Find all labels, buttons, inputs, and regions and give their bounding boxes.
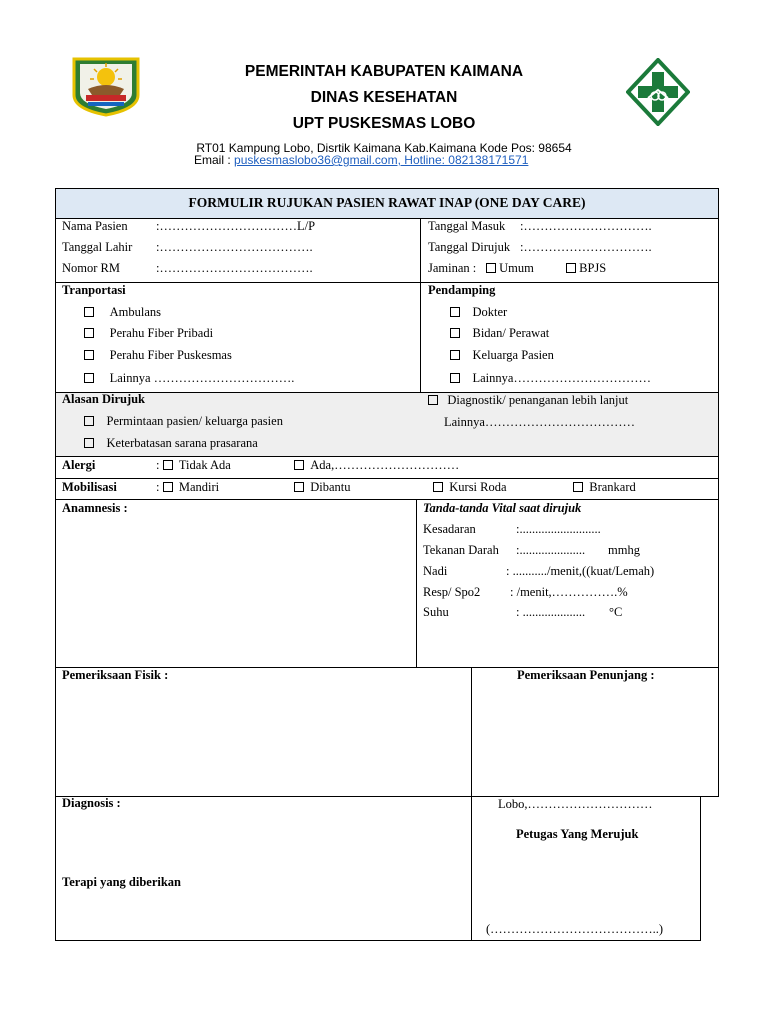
tekanan-unit: mmhg xyxy=(608,543,640,557)
transport-option[interactable]: Perahu Fiber Puskesmas xyxy=(84,348,232,363)
signature-field[interactable]: (…………………………………..) xyxy=(486,922,664,936)
kesadaran-field[interactable]: :.......................... xyxy=(516,522,601,536)
masuk-field[interactable]: :…………………………. xyxy=(520,219,652,233)
nama-label: Nama Pasien xyxy=(62,219,128,233)
nadi-label: Nadi xyxy=(423,564,448,578)
alasan-title: Alasan Dirujuk xyxy=(62,392,146,406)
checkbox-icon[interactable] xyxy=(450,373,460,383)
penunjang-label: Pemeriksaan Penunjang : xyxy=(517,668,655,682)
anamnesis-label: Anamnesis : xyxy=(62,501,128,515)
checkbox-icon[interactable] xyxy=(294,460,304,470)
rm-field[interactable]: :………………………………. xyxy=(156,261,313,275)
alasan-option[interactable]: Diagnostik/ penanganan lebih lanjut xyxy=(428,393,628,408)
checkbox-icon[interactable] xyxy=(566,263,576,273)
transport-title: Tranportasi xyxy=(62,283,126,297)
pendamping-option[interactable]: Dokter xyxy=(450,305,507,320)
checkbox-icon[interactable] xyxy=(84,416,94,426)
alergi-tidak-ada[interactable]: : Tidak Ada xyxy=(156,458,231,472)
pendamping-option[interactable]: Lainnya…………………………… xyxy=(450,371,651,386)
vital-title: Tanda-tanda Vital saat dirujuk xyxy=(423,501,582,515)
nama-field[interactable]: :……………………………L/P xyxy=(156,219,316,233)
transport-option[interactable]: Perahu Fiber Pribadi xyxy=(84,326,213,341)
header-address: RT01 Kampung Lobo, Disrtik Kaimana Kab.Kaimana Kode Pos: 98654 xyxy=(196,141,572,155)
fisik-label: Pemeriksaan Fisik : xyxy=(62,668,169,682)
dirujuk-field[interactable]: :…………………………. xyxy=(520,240,652,254)
pendamping-option[interactable]: Bidan/ Perawat xyxy=(450,326,549,341)
checkbox-icon[interactable] xyxy=(428,395,438,405)
checkbox-icon[interactable] xyxy=(450,328,460,338)
mobilisasi-mandiri[interactable]: : Mandiri xyxy=(156,480,220,494)
pendamping-title: Pendamping xyxy=(428,283,496,297)
tekanan-field[interactable]: :..................... xyxy=(516,543,586,557)
lahir-field[interactable]: :………………………………. xyxy=(156,240,313,254)
suhu-unit: °C xyxy=(609,605,623,619)
resp-field[interactable]: : /menit,…………….% xyxy=(510,585,628,599)
nadi-field[interactable]: : .........../menit,((kuat/Lemah) xyxy=(506,564,655,578)
checkbox-icon[interactable] xyxy=(573,482,583,492)
checkbox-icon[interactable] xyxy=(84,438,94,448)
lobo-date-field[interactable]: Lobo,………………………… xyxy=(498,797,653,811)
jaminan-label: Jaminan : xyxy=(428,261,477,275)
alasan-option[interactable]: Keterbatasan sarana prasarana xyxy=(84,436,258,451)
tekanan-label: Tekanan Darah xyxy=(423,543,499,557)
rm-label: Nomor RM xyxy=(62,261,120,275)
header-contact xyxy=(194,153,528,167)
mobilisasi-brankard[interactable]: Brankard xyxy=(573,480,636,495)
header-clinic: UPT PUSKESMAS LOBO xyxy=(292,115,476,132)
alasan-lainnya[interactable]: Lainnya……………………………… xyxy=(444,415,635,429)
mobilisasi-kursi-roda[interactable]: Kursi Roda xyxy=(433,480,507,495)
dirujuk-label: Tanggal Dirujuk xyxy=(428,240,511,254)
pendamping-option[interactable]: Keluarga Pasien xyxy=(450,348,554,363)
transport-option[interactable]: Lainnya ……………………………. xyxy=(84,371,294,386)
alasan-option[interactable]: Permintaan pasien/ keluarga pasien xyxy=(84,414,283,429)
jaminan-bpjs[interactable]: BPJS xyxy=(566,261,606,276)
form-title: FORMULIR RUJUKAN PASIEN RAWAT INAP (ONE DAY CARE) xyxy=(188,195,586,210)
diagnosis-label: Diagnosis : xyxy=(62,796,121,810)
checkbox-icon[interactable] xyxy=(433,482,443,492)
kesadaran-label: Kesadaran xyxy=(423,522,476,536)
checkbox-icon[interactable] xyxy=(294,482,304,492)
transport-option[interactable]: Ambulans xyxy=(84,305,161,320)
lahir-label: Tanggal Lahir xyxy=(62,240,133,254)
checkbox-icon[interactable] xyxy=(163,482,173,492)
mobilisasi-dibantu[interactable]: Dibantu xyxy=(294,480,351,495)
email-link[interactable]: puskesmaslobo36@gmail.com, Hotline: 082138171571 xyxy=(234,153,529,167)
checkbox-icon[interactable] xyxy=(450,350,460,360)
alergi-ada[interactable]: Ada,………………………… xyxy=(294,458,459,473)
checkbox-icon[interactable] xyxy=(450,307,460,317)
checkbox-icon[interactable] xyxy=(84,373,94,383)
checkbox-icon[interactable] xyxy=(84,307,94,317)
suhu-label: Suhu xyxy=(423,605,449,619)
resp-label: Resp/ Spo2 xyxy=(423,585,481,599)
petugas-label: Petugas Yang Merujuk xyxy=(516,827,639,841)
checkbox-icon[interactable] xyxy=(163,460,173,470)
header-agency: DINAS KESEHATAN xyxy=(310,89,458,106)
checkbox-icon[interactable] xyxy=(486,263,496,273)
alergi-label: Alergi xyxy=(62,458,96,472)
jaminan-umum[interactable]: Umum xyxy=(486,261,534,276)
checkbox-icon[interactable] xyxy=(84,350,94,360)
suhu-field[interactable]: : .................... xyxy=(516,605,586,619)
terapi-label: Terapi yang diberikan xyxy=(62,875,182,889)
mobilisasi-label: Mobilisasi xyxy=(62,480,117,494)
header-government: PEMERINTAH KABUPATEN KAIMANA xyxy=(244,63,524,80)
checkbox-icon[interactable] xyxy=(84,328,94,338)
masuk-label: Tanggal Masuk xyxy=(428,219,506,233)
email-label: Email : xyxy=(194,153,235,167)
